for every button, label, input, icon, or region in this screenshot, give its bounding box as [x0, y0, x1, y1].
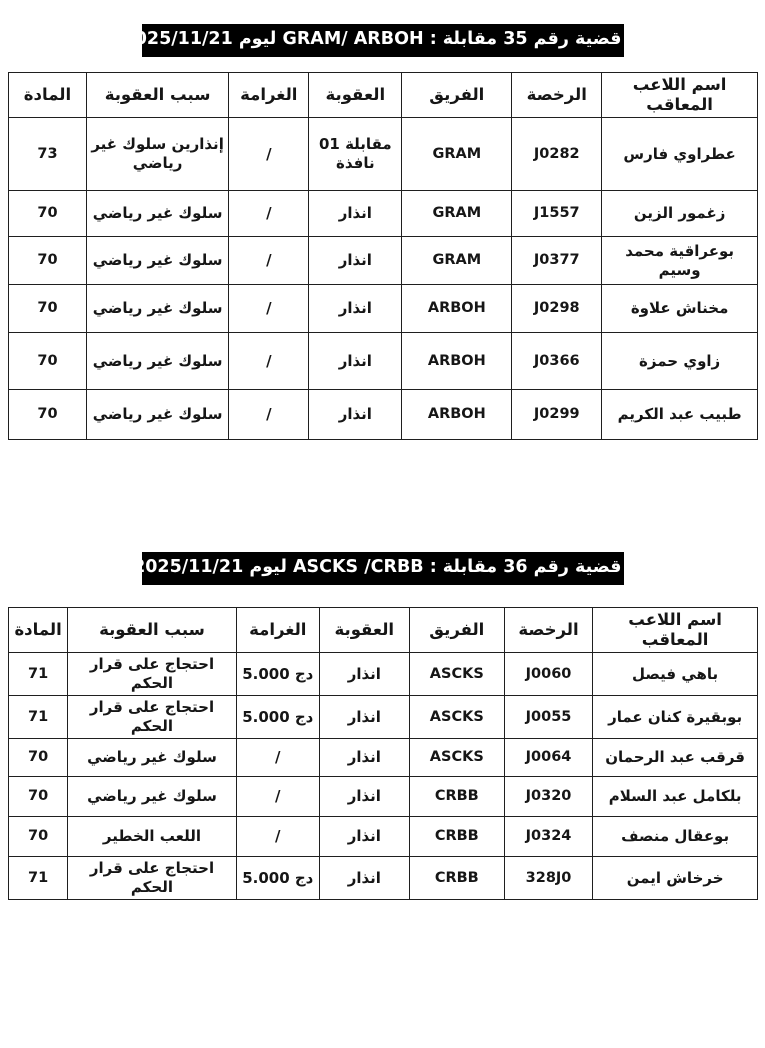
cell-player-name: بوبقيرة كنان عمار — [593, 696, 758, 739]
cell-punishment: انذار — [319, 817, 409, 857]
cell-reason: سلوك غير رياضي — [68, 739, 237, 777]
cell-fine: / — [229, 333, 309, 390]
header-reason: سبب العقوبة — [86, 73, 228, 118]
cell-license: J0064 — [504, 739, 592, 777]
table-row — [9, 696, 758, 739]
cell-article: 70 — [9, 777, 68, 817]
header-article: المادة — [9, 73, 87, 118]
cell-punishment: انذار — [319, 857, 409, 900]
case-36-sanctions-table — [8, 607, 758, 900]
case-36-title-bar — [133, 552, 624, 585]
cell-article: 70 — [9, 390, 87, 440]
cell-article: 70 — [9, 191, 87, 237]
cell-fine: / — [229, 118, 309, 191]
cell-license: J0060 — [504, 653, 592, 696]
case-35-title-bar — [122, 24, 624, 57]
cell-punishment: انذار — [319, 777, 409, 817]
cell-reason: سلوك غير رياضي — [86, 333, 228, 390]
cell-reason: احتجاج على قرار الحكم — [68, 696, 237, 739]
cell-punishment: انذار — [319, 653, 409, 696]
cell-article: 71 — [9, 857, 68, 900]
cell-player-name: خرخاش ايمن — [593, 857, 758, 900]
cell-article: 71 — [9, 696, 68, 739]
table-row — [9, 653, 758, 696]
header-fine: الغرامة — [229, 73, 309, 118]
cell-license: 328J0 — [504, 857, 592, 900]
cell-player-name: مخناش علاوة — [602, 285, 758, 333]
cell-team: GRAM — [402, 191, 512, 237]
cell-license: J0366 — [512, 333, 602, 390]
cell-fine: 5.000 دج — [236, 696, 319, 739]
cell-reason: إنذارين سلوك غير رياضي — [86, 118, 228, 191]
table-row — [9, 191, 758, 237]
cell-reason: احتجاج على قرار الحكم — [68, 653, 237, 696]
cell-fine: / — [236, 817, 319, 857]
cell-player-name: زغمور الزين — [602, 191, 758, 237]
cell-reason: سلوك غير رياضي — [86, 237, 228, 285]
document-page — [0, 24, 765, 1048]
cell-player-name: بلكامل عبد السلام — [593, 777, 758, 817]
cell-reason: سلوك غير رياضي — [86, 390, 228, 440]
header-team: الفريق — [409, 608, 504, 653]
cell-player-name: بوعراقية محمد وسيم — [602, 237, 758, 285]
cell-article: 70 — [9, 817, 68, 857]
cell-reason: اللعب الخطير — [68, 817, 237, 857]
cell-license: J0298 — [512, 285, 602, 333]
cell-license: J0055 — [504, 696, 592, 739]
cell-team: ARBOH — [402, 285, 512, 333]
cell-punishment: انذار — [319, 739, 409, 777]
cell-license: J0320 — [504, 777, 592, 817]
table-row — [9, 777, 758, 817]
cell-fine: 5.000 دج — [236, 653, 319, 696]
table-row — [9, 285, 758, 333]
cell-reason: احتجاج على قرار الحكم — [68, 857, 237, 900]
cell-fine: / — [229, 191, 309, 237]
table-header-row — [9, 73, 758, 118]
case-36-title: قضية رقم 36 مقابلة : ASCKS /CRBB ليوم 2025/11/21 — [133, 557, 622, 577]
cell-fine: / — [229, 237, 309, 285]
cell-punishment: 01 مقابلة نافذة — [309, 118, 402, 191]
case-35-title: قضية رقم 35 مقابلة : GRAM/ ARBOH ليوم 2025/11/21 — [122, 29, 622, 49]
cell-punishment: انذار — [309, 237, 402, 285]
header-team: الفريق — [402, 73, 512, 118]
cell-reason: سلوك غير رياضي — [86, 191, 228, 237]
table-row — [9, 857, 758, 900]
cell-reason: سلوك غير رياضي — [68, 777, 237, 817]
cell-reason: سلوك غير رياضي — [86, 285, 228, 333]
table-row — [9, 237, 758, 285]
cell-team: ASCKS — [409, 739, 504, 777]
cell-team: ARBOH — [402, 333, 512, 390]
header-license: الرخصة — [512, 73, 602, 118]
cell-player-name: قرقب عبد الرحمان — [593, 739, 758, 777]
cell-team: ASCKS — [409, 653, 504, 696]
table-header-row — [9, 608, 758, 653]
cell-article: 71 — [9, 653, 68, 696]
cell-article: 70 — [9, 333, 87, 390]
cell-punishment: انذار — [309, 285, 402, 333]
cell-team: CRBB — [409, 817, 504, 857]
cell-punishment: انذار — [319, 696, 409, 739]
cell-team: CRBB — [409, 777, 504, 817]
cell-punishment: انذار — [309, 191, 402, 237]
header-player-name: اسم اللاعب المعاقب — [593, 608, 758, 653]
cell-player-name: طبيب عبد الكريم — [602, 390, 758, 440]
cell-punishment: انذار — [309, 390, 402, 440]
cell-fine: / — [236, 739, 319, 777]
table-row — [9, 333, 758, 390]
cell-team: CRBB — [409, 857, 504, 900]
cell-player-name: زاوي حمزة — [602, 333, 758, 390]
cell-license: J0282 — [512, 118, 602, 191]
cell-team: GRAM — [402, 118, 512, 191]
cell-article: 70 — [9, 285, 87, 333]
cell-article: 73 — [9, 118, 87, 191]
cell-team: ARBOH — [402, 390, 512, 440]
cell-license: J1557 — [512, 191, 602, 237]
cell-punishment: انذار — [309, 333, 402, 390]
header-reason: سبب العقوبة — [68, 608, 237, 653]
cell-team: ASCKS — [409, 696, 504, 739]
cell-fine: / — [229, 390, 309, 440]
header-punishment: العقوبة — [319, 608, 409, 653]
cell-player-name: بوعقال منصف — [593, 817, 758, 857]
cell-fine: 5.000 دج — [236, 857, 319, 900]
cell-fine: / — [236, 777, 319, 817]
cell-article: 70 — [9, 237, 87, 285]
cell-fine: / — [229, 285, 309, 333]
cell-team: GRAM — [402, 237, 512, 285]
header-player-name: اسم اللاعب المعاقب — [602, 73, 758, 118]
cell-license: J0299 — [512, 390, 602, 440]
table-row — [9, 817, 758, 857]
header-punishment: العقوبة — [309, 73, 402, 118]
header-license: الرخصة — [504, 608, 592, 653]
table-row — [9, 739, 758, 777]
cell-player-name: باهي فيصل — [593, 653, 758, 696]
table-row — [9, 118, 758, 191]
header-fine: الغرامة — [236, 608, 319, 653]
table-row — [9, 390, 758, 440]
cell-license: J0377 — [512, 237, 602, 285]
cell-article: 70 — [9, 739, 68, 777]
cell-license: J0324 — [504, 817, 592, 857]
case-35-sanctions-table — [8, 72, 758, 440]
cell-player-name: عطراوي فارس — [602, 118, 758, 191]
header-article: المادة — [9, 608, 68, 653]
